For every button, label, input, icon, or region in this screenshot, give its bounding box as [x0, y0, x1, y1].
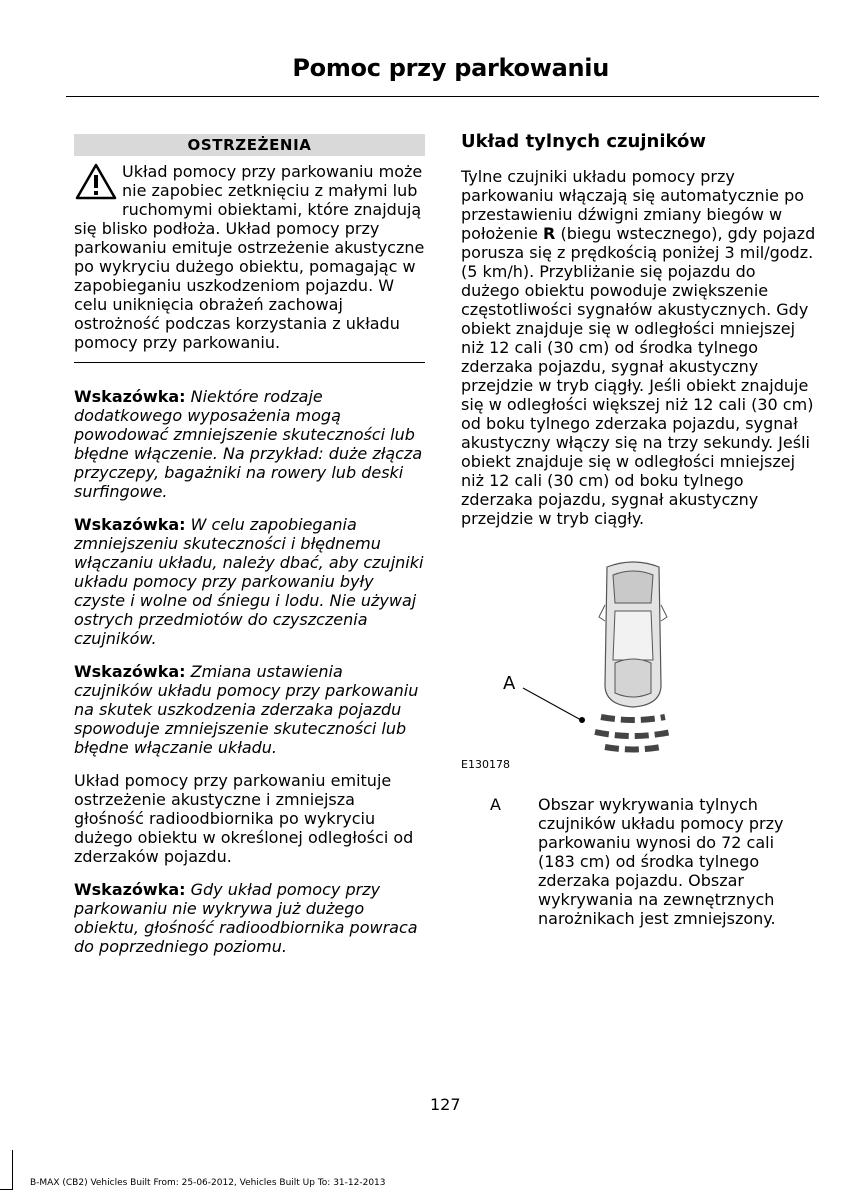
- warning-triangle-icon: [74, 162, 118, 202]
- crop-mark: [0, 1189, 12, 1190]
- legend-key: A: [490, 795, 501, 814]
- note-text: Gdy układ pomocy przy parkowaniu nie wykrywa już dużego obiektu, głośność radioodbiornika powraca do poprzedniego poziomu.: [74, 880, 418, 956]
- note-label: Wskazówka:: [74, 662, 186, 681]
- page-title: Pomoc przy parkowaniu: [292, 54, 609, 82]
- note-accessories: [74, 387, 425, 501]
- car-top-view-illustration: [461, 555, 819, 755]
- note-label: Wskazówka:: [74, 387, 186, 406]
- figure-code: E130178: [461, 758, 510, 771]
- left-column: [74, 134, 425, 956]
- note-text: Niektóre rodzaje dodatkowego wyposażenia mogą powodować zmniejszenie skuteczności lub błędne włączenie. Na przykład: duże złącza przyczepy, bagażniki na rowery lub deski surfingowe.: [74, 387, 423, 501]
- paragraph-text: Tylne czujniki układu pomocy przy parkowaniu włączają się automatycznie po przestawieniu dźwigni zmiany biegów w położenie: [461, 167, 805, 243]
- warning-divider: [74, 362, 425, 363]
- note-bumper-damage: [74, 662, 425, 757]
- figure-callout: A: [503, 673, 516, 694]
- rear-sensors-paragraph: [461, 167, 819, 528]
- title-divider: [66, 96, 819, 97]
- warning-text: Układ pomocy przy parkowaniu może nie zapobiec zetknięciu z małymi lub ruchomymi obiektami, które znajdują się blisko podłoża. Układ pomocy przy parkowaniu emituje ostrzeżenie akustyczne po wykryciu dużego obiektu, pomagając w zapobieganiu uszkodzeniom pojazdu. W celu uniknięcia obrażeń zachowaj ostrożność podczas korzystania z układu pomocy przy parkowaniu.: [74, 162, 425, 352]
- note-text: Zmiana ustawienia czujników układu pomocy przy parkowaniu na skutek uszkodzenia zderzaka pojazdu spowoduje zmniejszenie skuteczności lub błędne włączanie układu.: [74, 662, 419, 757]
- note-clean-sensors: [74, 515, 425, 648]
- warning-header: OSTRZEŻENIA: [74, 134, 425, 156]
- note-text: W celu zapobiegania zmniejszeniu skuteczności i błędnemu włączaniu układu, należy dbać, aby czujniki układu pomocy przy parkowaniu były czyste i wolne od śniegu i lodu. Nie używaj ostrych przedmiotów do czyszczenia czujników.: [74, 515, 424, 648]
- section-heading: Układ tylnych czujników: [461, 131, 706, 152]
- legend-text: Obszar wykrywania tylnych czujników układu pomocy przy parkowaniu wynosi do 72 cali (183 cm) od środka tylnego zderzaka pojazdu. Obszar wykrywania na zewnętrznych narożnikach jest zmniejszony.: [538, 795, 784, 928]
- body-paragraph: Układ pomocy przy parkowaniu emituje ostrzeżenie akustyczne i zmniejsza głośność radioodbiornika po wykryciu dużego obiektu w określonej odległości od zderzaków pojazdu.: [74, 771, 414, 866]
- warning-box: [74, 156, 425, 363]
- paragraph-text: (biegu wstecznego), gdy pojazd porusza się z prędkością poniżej 3 mil/godz. (5 km/h). Przybliżanie się pojazdu do dużego obiektu powoduje zwiększenie częstotliwości sygnałów akustycznych. Gdy obiekt znajduje się w odległości mniejszej niż 12 cali (30 cm) od środka tylnego zderzaka pojazdu, sygnał akustyczny przejdzie w tryb ciągły. Jeśli obiekt znajduje się w odległości większej niż 12 cali (30 cm) od boku tylnego zderzaka pojazdu, sygnał akustyczny włączy się na trzy sekundy. Jeśli obiekt znajduje się w odległości mniejszej niż 12 cali (30 cm) od boku tylnego zderzaka pojazdu, sygnał akustyczny przejdzie w tryb ciągły.: [461, 224, 816, 528]
- right-column: [461, 130, 819, 528]
- footer-text: B-MAX (CB2) Vehicles Built From: 25-06-2012, Vehicles Built Up To: 31-12-2013: [30, 1178, 386, 1188]
- page-number: 127: [430, 1095, 461, 1114]
- rear-sensor-figure: [461, 555, 819, 775]
- note-label: Wskazówka:: [74, 880, 186, 899]
- gear-label: R: [543, 224, 556, 243]
- note-label: Wskazówka:: [74, 515, 186, 534]
- crop-mark: [12, 1150, 13, 1190]
- note-radio-volume: [74, 880, 425, 956]
